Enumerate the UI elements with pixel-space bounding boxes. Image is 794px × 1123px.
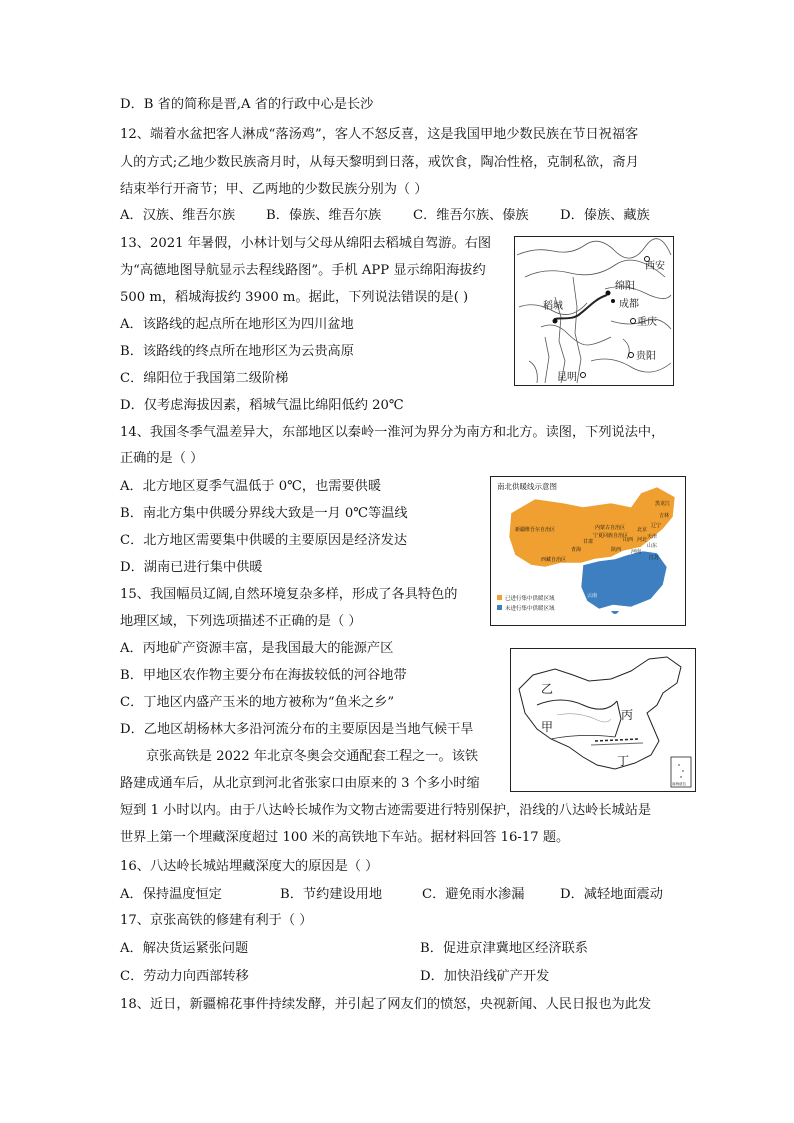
q17-option-c: C．劳动力向西部转移 bbox=[120, 969, 249, 984]
legend-north: 已进行集中供暖区域 bbox=[505, 596, 555, 602]
city-chengdu: 成都 bbox=[619, 299, 639, 310]
heating-map bbox=[490, 476, 686, 626]
label-gansu: 甘肃 bbox=[583, 539, 594, 545]
label-jiangsu: 江苏 bbox=[649, 555, 660, 561]
q13-option-a: A．该路线的起点所在地形区为四川盆地 bbox=[120, 317, 354, 332]
q13-stem-line1: 13、2021 年暑假，小林计划与父母从绵阳去稻城自驾游。右图 bbox=[120, 236, 492, 251]
q13-option-c: C．绵阳位于我国第二级阶梯 bbox=[120, 371, 289, 386]
material-line3: 短到 1 小时以内。由于八达岭长城作为文物古迹需要进行特别保护，沿线的八达岭长城站是 bbox=[120, 803, 652, 818]
material-line2: 路建成通车后，从北京到河北省张家口由原来的 3 个多小时缩 bbox=[120, 776, 480, 791]
q12-stem-line3: 结束举行开斋节；甲、乙两地的少数民族分别为（ ） bbox=[120, 182, 428, 197]
q16-option-c: C．避免雨水渗漏 bbox=[422, 887, 525, 902]
label-tianjin: 天津 bbox=[647, 534, 658, 540]
label-shaanxi: 陕西 bbox=[611, 547, 622, 553]
heating-map-title: 南北供暖线示意图 bbox=[497, 482, 557, 491]
q16-option-b: B．节约建设用地 bbox=[280, 887, 383, 902]
q12-option-c: C．维吾尔族、傣族 bbox=[413, 208, 529, 223]
q12-options bbox=[120, 207, 650, 225]
label-liaoning: 辽宁 bbox=[651, 523, 662, 529]
q16-option-d: D．减轻地面震动 bbox=[560, 887, 663, 902]
city-mianyang: 绵阳 bbox=[615, 281, 635, 292]
q15-option-a: A．丙地矿产资源丰富，是我国最大的能源产区 bbox=[120, 641, 394, 656]
label-hebei: 河北 bbox=[637, 537, 648, 543]
legend-swatch-north bbox=[497, 595, 502, 600]
inset-label: 南海诸岛 bbox=[672, 782, 686, 786]
label-yunnan: 云南 bbox=[587, 593, 598, 599]
q14-option-a: A．北方地区夏季气温低于 0℃，也需要供暖 bbox=[120, 479, 382, 494]
route-map bbox=[514, 236, 674, 386]
city-daocheng: 稻城 bbox=[543, 301, 563, 312]
region-bing: 丙 bbox=[621, 708, 634, 722]
q16-options bbox=[120, 886, 663, 904]
material-line4: 世界上第一个埋藏深度超过 100 米的高铁地下车站。据材料回答 16-17 题。 bbox=[120, 830, 570, 845]
label-xinjiang: 新疆维吾尔自治区 bbox=[515, 527, 556, 533]
q15-option-c: C．丁地区内盛产玉米的地方被称为“鱼米之乡” bbox=[120, 695, 395, 710]
label-ningxia: 宁夏回族自治区 bbox=[593, 533, 629, 539]
region-yi: 乙 bbox=[541, 682, 554, 696]
q18-stem: 18、近日，新疆棉花事件持续发酵，并引起了网友们的愤怒，央视新闻、人民日报也为此发 bbox=[120, 997, 652, 1012]
q12-option-a: A．汉族、维吾尔族 bbox=[120, 208, 236, 223]
q15-option-b: B．甲地区农作物主要分布在海拔较低的河谷地带 bbox=[120, 668, 407, 683]
q17-option-b: B．促进京津冀地区经济联系 bbox=[420, 941, 588, 956]
q13-stem-line3: 500 m，稻城海拔约 3900 m。据此，下列说法错误的是( ) bbox=[120, 290, 469, 305]
label-shandong: 山东 bbox=[647, 543, 658, 549]
q17-options-row2 bbox=[120, 968, 549, 986]
q14-stem-line1: 14、我国冬季气温差异大，东部地区以秦岭一淮河为界分为南方和北方。读图，下列说法中， bbox=[120, 425, 665, 440]
q17-stem: 17、京张高铁的修建有利于（ ） bbox=[120, 913, 313, 928]
q12-stem-line1: 12、端着水盆把客人淋成“落汤鸡”，客人不怒反喜，这是我国甲地少数民族在节日祝福客 bbox=[120, 127, 639, 142]
q17-options-row1 bbox=[120, 940, 588, 958]
city-chongqing: 重庆 bbox=[637, 317, 657, 328]
region-ding: 丁 bbox=[617, 754, 630, 768]
legend-south: 未进行集中供暖区域 bbox=[505, 606, 555, 612]
material-line1: 京张高铁是 2022 年北京冬奥会交通配套工程之一。该铁 bbox=[146, 749, 479, 764]
city-xian: 西安 bbox=[645, 261, 665, 272]
city-guiyang: 贵阳 bbox=[636, 351, 656, 362]
regions-map bbox=[510, 648, 696, 792]
q14-stem-line2: 正确的是（ ） bbox=[120, 451, 204, 466]
region-jia: 甲 bbox=[541, 720, 554, 734]
label-neimenggu: 内蒙古自治区 bbox=[595, 525, 626, 531]
label-xizang: 西藏自治区 bbox=[541, 557, 567, 563]
q12-option-d: D．傣族、藏族 bbox=[560, 208, 650, 223]
label-qinghai: 青海 bbox=[571, 547, 582, 553]
legend-swatch-south bbox=[497, 605, 502, 610]
q17-option-d: D．加快沿线矿产开发 bbox=[420, 969, 550, 984]
q15-stem-line2: 地理区域，下列选项描述不正确的是（ ） bbox=[120, 614, 362, 629]
label-heilongjiang: 黑龙江 bbox=[655, 501, 671, 507]
label-beijing: 北京 bbox=[637, 527, 648, 533]
label-jilin: 吉林 bbox=[659, 513, 670, 519]
q16-stem: 16、八达岭长城站埋藏深度大的原因是（ ） bbox=[120, 859, 379, 874]
q13-stem-line2: 为“高德地图导航显示去程线路图”。手机 APP 显示绵阳海拔约 bbox=[120, 263, 486, 278]
q15-stem-line1: 15、我国幅员辽阔,自然环境复杂多样，形成了各具特色的 bbox=[120, 587, 458, 602]
q13-option-d: D．仅考虑海拔因素，稻城气温比绵阳低约 20℃ bbox=[120, 398, 404, 413]
q15-option-d: D．乙地区胡杨林大多沿河流分布的主要原因是当地气候干旱 bbox=[120, 722, 474, 737]
q17-option-a: A．解决货运紧张问题 bbox=[120, 941, 249, 956]
q16-option-a: A．保持温度恒定 bbox=[120, 887, 222, 902]
label-henan: 河南 bbox=[631, 549, 642, 555]
q14-option-b: B．南北方集中供暖分界线大致是一月 0℃等温线 bbox=[120, 506, 408, 521]
q13-option-b: B．该路线的终点所在地形区为云贵高原 bbox=[120, 344, 354, 359]
q12-option-b: B．傣族、维吾尔族 bbox=[266, 208, 382, 223]
q12-stem-line2: 人的方式;乙地少数民族斋月时，从每天黎明到日落，戒饮食，陶冶性格，克制私欲，斋月 bbox=[120, 155, 639, 170]
label-shanxi: 山西 bbox=[623, 537, 634, 543]
city-kunming: 昆明 bbox=[557, 372, 577, 383]
q14-option-d: D．湖南已进行集中供暖 bbox=[120, 560, 263, 575]
q14-option-c: C．北方地区需要集中供暖的主要原因是经济发达 bbox=[120, 533, 408, 548]
q11-option-d: D．B 省的简称是晋,A 省的行政中心是长沙 bbox=[120, 97, 374, 112]
